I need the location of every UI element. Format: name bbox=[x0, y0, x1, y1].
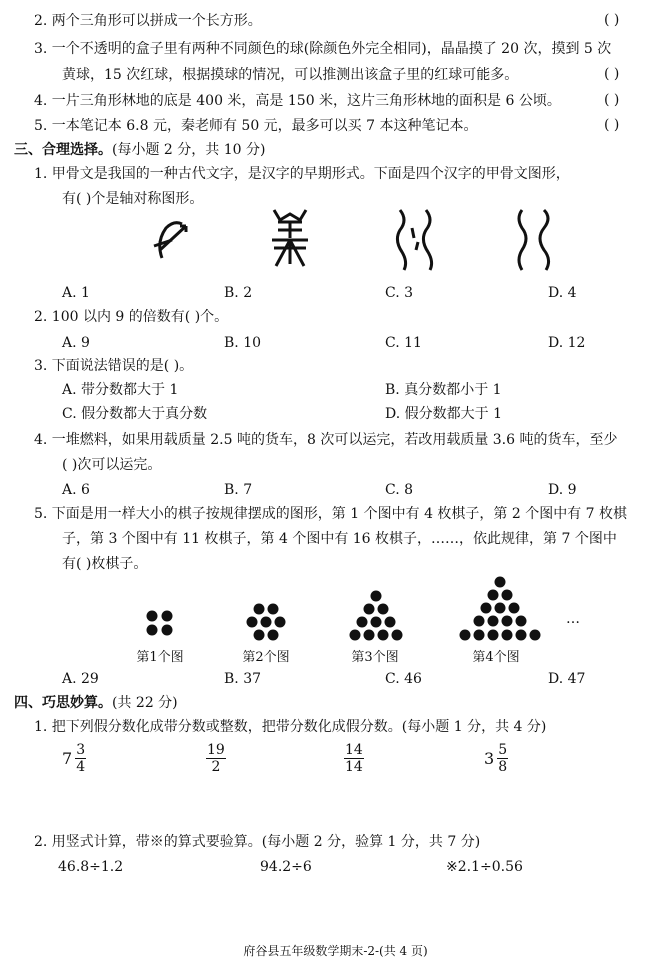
q3-5-option-b[interactable]: B. 37 bbox=[224, 671, 262, 687]
q3-4-option-d[interactable]: D. 9 bbox=[548, 482, 577, 498]
section3-heading bbox=[14, 141, 265, 159]
pattern-figure-4 bbox=[450, 575, 550, 643]
q3-1-option-a[interactable]: A. 1 bbox=[62, 285, 90, 301]
q3-3-option-b[interactable]: B. 真分数都小于 1 bbox=[385, 382, 502, 398]
q3-1-option-b[interactable]: B. 2 bbox=[224, 285, 253, 301]
judge-answer-paren-2[interactable]: ( ) bbox=[604, 12, 620, 28]
q3-4-option-c[interactable]: C. 8 bbox=[385, 482, 414, 498]
judge-item-2: 2. 两个三角形可以拼成一个长方形。 bbox=[34, 13, 262, 29]
pattern-caption-2: 第2个图 bbox=[242, 650, 290, 665]
oracle-bone-figure-icon bbox=[268, 208, 312, 270]
section4-note: (共 22 分) bbox=[112, 695, 178, 711]
q3-2-option-a[interactable]: A. 9 bbox=[62, 335, 90, 351]
fraction-denominator: 2 bbox=[211, 759, 221, 775]
pattern-caption-1: 第1个图 bbox=[136, 650, 184, 665]
calc-expression-2: 94.2÷6 bbox=[260, 859, 312, 875]
q3-3-option-c[interactable]: C. 假分数都大于真分数 bbox=[62, 406, 208, 422]
q4-1-stem: 1. 把下列假分数化成带分数或整数，把带分数化成假分数。(每小题 1 分，共 4 分) bbox=[34, 719, 547, 735]
q3-4-stem: 4. 一堆燃料，如果用载质量 2.5 吨的货车，8 次可以运完，若改用载质量 3.6 吨的货车，至少 bbox=[34, 432, 618, 448]
q3-1-option-c[interactable]: C. 3 bbox=[385, 285, 414, 301]
q3-4-option-a[interactable]: A. 6 bbox=[62, 482, 90, 498]
fraction-numerator: 5 bbox=[498, 742, 508, 758]
q3-5-stem-cont: 子，第 3 个图中有 11 枚棋子，第 4 个图中有 16 枚棋子，……，依此规律，第 7 个图中 bbox=[62, 531, 617, 547]
q3-5-option-a[interactable]: A. 29 bbox=[62, 671, 99, 687]
fraction-mixed-7-3-4 bbox=[62, 742, 86, 775]
q3-1-stem-cont: 有( )个是轴对称图形。 bbox=[62, 191, 204, 207]
pattern-figure-2 bbox=[237, 602, 297, 642]
oracle-bone-bow-arrow-icon bbox=[152, 218, 200, 260]
pattern-caption-3: 第3个图 bbox=[351, 650, 399, 665]
q3-5-stem-cont-2: 有( )枚棋子。 bbox=[62, 556, 148, 572]
pattern-figure-1 bbox=[140, 608, 180, 638]
judge-answer-paren-3[interactable]: ( ) bbox=[604, 66, 620, 82]
q3-4-option-b[interactable]: B. 7 bbox=[224, 482, 253, 498]
fraction-numerator: 14 bbox=[345, 742, 363, 758]
judge-item-5: 5. 一本笔记本 6.8 元，秦老师有 50 元，最多可以买 7 本这种笔记本。 bbox=[34, 118, 478, 134]
q3-2-option-b[interactable]: B. 10 bbox=[224, 335, 262, 351]
q3-1-stem: 1. 甲骨文是我国的一种古代文字，是汉字的早期形式。下面是四个汉字的甲骨文图形， bbox=[34, 166, 570, 182]
q3-5-stem: 5. 下面是用一样大小的棋子按规律摆成的图形，第 1 个图中有 4 枚棋子，第 2 个图中有 7 枚棋 bbox=[34, 506, 628, 522]
fraction-numerator: 19 bbox=[207, 742, 225, 758]
q3-5-option-c[interactable]: C. 46 bbox=[385, 671, 422, 687]
section3-note: (每小题 2 分，共 10 分) bbox=[112, 142, 266, 158]
calc-expression-1: 46.8÷1.2 bbox=[58, 859, 124, 875]
fraction-whole: 3 bbox=[484, 749, 495, 768]
fraction-denominator: 4 bbox=[76, 759, 86, 775]
fraction-numerator: 3 bbox=[76, 742, 86, 758]
fraction-denominator: 8 bbox=[498, 759, 508, 775]
section4-heading bbox=[14, 694, 178, 712]
q3-3-option-d[interactable]: D. 假分数都大于 1 bbox=[385, 406, 502, 422]
fraction-mixed-3-5-8 bbox=[484, 742, 508, 775]
section4-title: 四、巧思妙算。 bbox=[14, 695, 112, 711]
q3-2-option-d[interactable]: D. 12 bbox=[548, 335, 586, 351]
q3-5-option-d[interactable]: D. 47 bbox=[548, 671, 586, 687]
oracle-bone-water-icon bbox=[392, 208, 440, 272]
page-footer: 府谷县五年级数学期末-2-(共 4 页) bbox=[243, 944, 428, 958]
q3-3-stem: 3. 下面说法错误的是( )。 bbox=[34, 358, 194, 374]
pattern-figure-3 bbox=[339, 589, 413, 643]
judge-item-3-cont: 黄球，15 次红球，根据摸球的情况，可以推测出该盒子里的红球可能多。 bbox=[62, 67, 519, 83]
fraction-denominator: 14 bbox=[345, 759, 363, 775]
judge-answer-paren-5[interactable]: ( ) bbox=[604, 117, 620, 133]
q3-1-option-d[interactable]: D. 4 bbox=[548, 285, 577, 301]
q4-2-stem: 2. 用竖式计算，带※的算式要验算。(每小题 2 分，验算 1 分，共 7 分) bbox=[34, 834, 481, 850]
pattern-caption-4: 第4个图 bbox=[472, 650, 520, 665]
pattern-ellipsis: … bbox=[566, 611, 580, 627]
q3-4-stem-cont: ( )次可以运完。 bbox=[62, 457, 162, 473]
q3-2-stem: 2. 100 以内 9 的倍数有( )个。 bbox=[34, 309, 229, 325]
section3-title: 三、合理选择。 bbox=[14, 142, 112, 158]
judge-item-3: 3. 一个不透明的盒子里有两种不同颜色的球(除颜色外完全相同)，晶晶摸了 20 次，摸到 5 次 bbox=[34, 41, 612, 57]
fraction-14-14 bbox=[344, 742, 364, 775]
judge-answer-paren-4[interactable]: ( ) bbox=[604, 92, 620, 108]
q3-3-option-a[interactable]: A. 带分数都大于 1 bbox=[62, 382, 179, 398]
judge-item-4: 4. 一片三角形林地的底是 400 米，高是 150 米，这片三角形林地的面积是 6 公顷。 bbox=[34, 93, 561, 109]
oracle-bone-river-icon bbox=[512, 208, 556, 272]
calc-expression-3: ※2.1÷0.56 bbox=[446, 859, 523, 875]
fraction-19-2 bbox=[206, 742, 226, 775]
q3-2-option-c[interactable]: C. 11 bbox=[385, 335, 422, 351]
fraction-whole: 7 bbox=[62, 749, 73, 768]
